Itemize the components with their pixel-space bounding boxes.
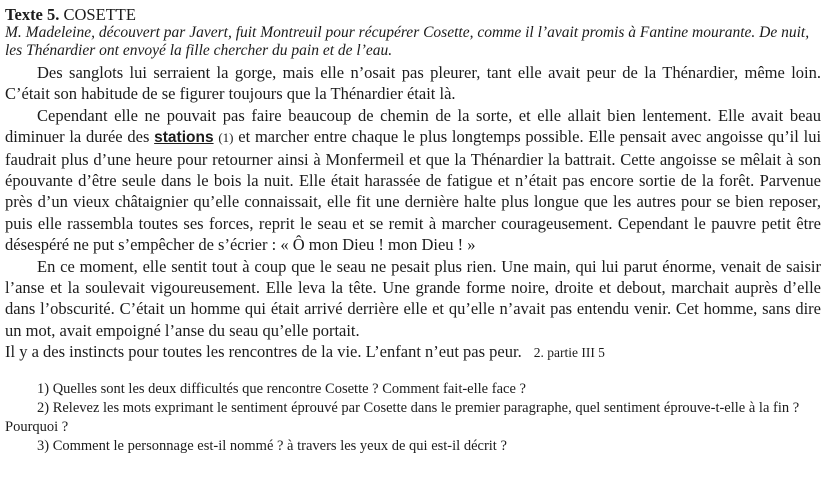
source-reference: 2. partie III 5 (533, 345, 605, 361)
text-title (5, 5, 821, 24)
intro-summary: M. Madeleine, découvert par Javert, fuit Montreuil pour récupérer Cosette, comme il l’avait promis à Fantine mourante. De nuit, les Thénardier ont envoyé la fille chercher du pain et de l’eau. (5, 24, 810, 59)
text-name: COSETTE (63, 5, 136, 24)
questions-list (5, 380, 821, 456)
paragraph-2-end: et marcher entre chaque le plus longtemps possible. Elle pensait avec angoisse qu’il lui faudrait plus d’une heure pour retourner ainsi à Monfermeil et que la Thénardier la battrait. Cette angoisse se mêlait à son épouvante d’être seule dans le bois la nuit. Elle était harassée de fatigue et n’était pas encore sortie de la forêt. Parvenue près d’un vieux châtaignier qu’elle connaissait, elle fit une dernière halte plus longue que les autres pour se bien reposer, puis elle rassembla toutes ses forces, reprit le seau et se remit à marcher courageusement. Cependant le pauvre petit être désespéré ne put s’empêcher de s’écrier : « Ô mon Dieu ! mon Dieu ! » (5, 127, 822, 255)
question-1: 1) Quelles sont les deux difficultés que rencontre Cosette ? Comment fait-elle face ? (37, 380, 526, 397)
question-3: 3) Comment le personnage est-il nommé ? à travers les yeux de qui est-il décrit ? (37, 437, 507, 454)
footnote-marker: (1) (218, 130, 234, 146)
paragraph-4 (5, 341, 821, 363)
keyword-stations: stations (154, 129, 214, 147)
paragraph-2-start: Cependant elle ne pouvait pas faire beaucoup de chemin de la sorte, et elle allait bien lentement. Elle avait beau diminuer la durée des (5, 105, 821, 147)
paragraph-2 (5, 105, 821, 256)
question-2: 2) Relevez les mots exprimant le sentiment éprouvé par Cosette dans le premier paragraphe, quel sentiment éprouve-t-elle à la fin ? Pourquoi ? (5, 399, 800, 435)
paragraph-1: Des sanglots lui serraient la gorge, mais elle n’osait pas pleurer, tant elle avait peur de la Thénardier, même loin. C’était son habitude de se figurer toujours que la Thénardier était là. (5, 63, 821, 104)
paragraph-4-text: Il y a des instincts pour toutes les rencontres de la vie. L’enfant n’eut pas peur. (5, 342, 522, 362)
paragraph-3: En ce moment, elle sentit tout à coup que le seau ne pesait plus rien. Une main, qui lui parut énorme, venait de saisir l’anse et la soulevait vigoureusement. Elle leva la tête. Une grande forme noire, droite et debout, marchait auprès d’elle dans l’obscurité. C’était un homme qui était arrivé derrière elle et qu’elle n’avait pas entendu venir. Cet homme, sans dire un mot, avait empoigné l’anse du seau qu’elle portait. (5, 256, 821, 340)
text-number: Texte 5. (5, 5, 60, 24)
